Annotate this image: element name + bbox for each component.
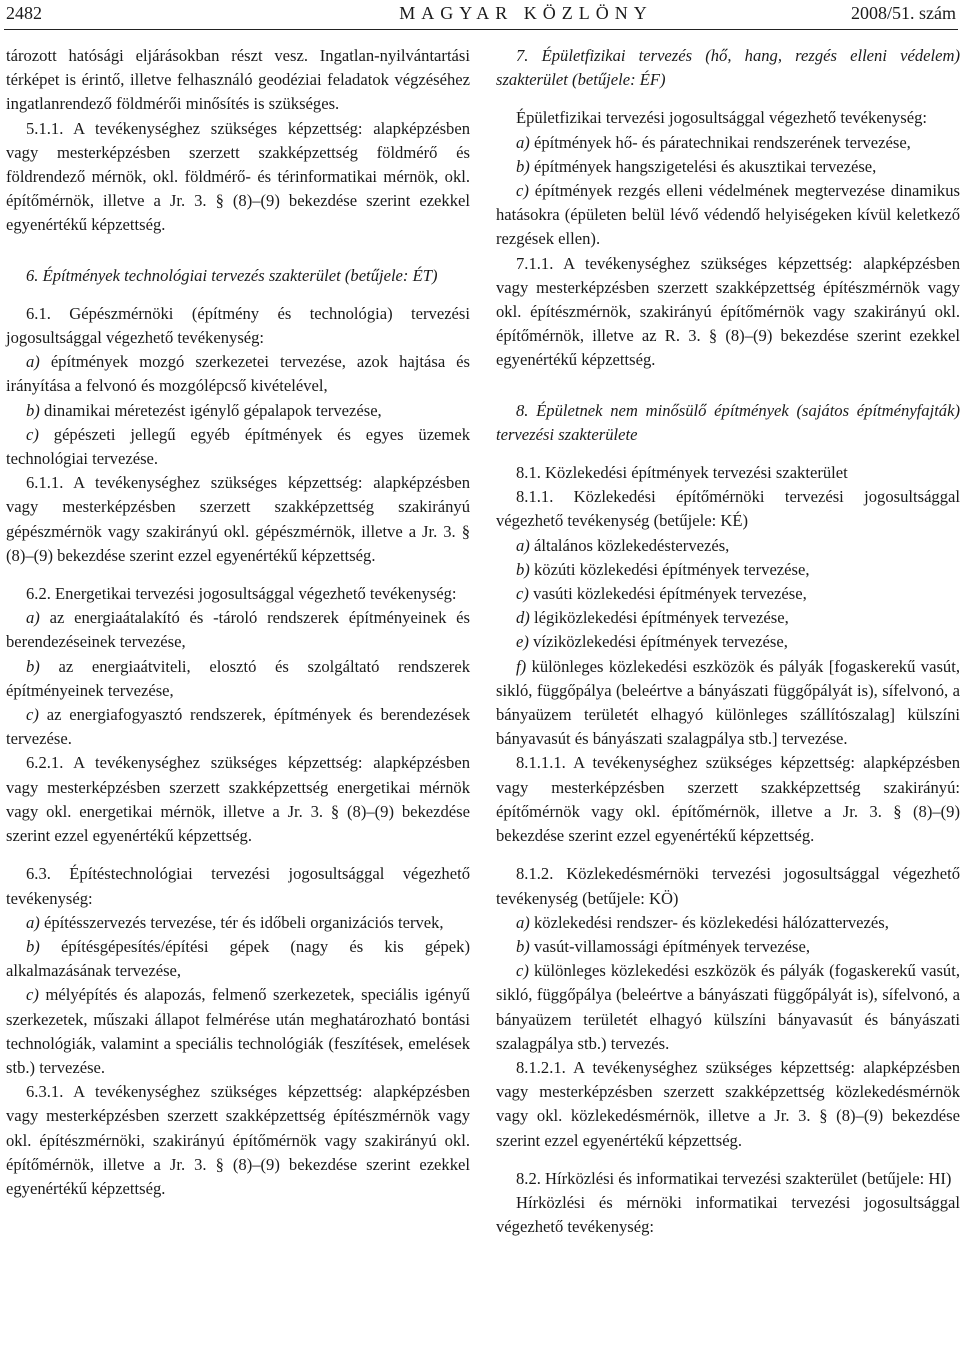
paragraph: 6.1.1. A tevékenységhez szükséges képzettség: alapképzésben vagy mesterképzésben szerzett szakképzettség szakirányú gépészmérnök vagy szakirányú okl. gépészmérnök, illetve a Jr. 3. § (8)–(9) bekezdése szerint ezzel egyenértékű képzettség.: [6, 473, 470, 565]
list-item-label: d): [516, 608, 530, 628]
page-number: 2482: [6, 3, 42, 23]
header-rule: [4, 29, 958, 30]
list-item-text: építmények mozgó szerkezetei tervezése, azok hajtása és irányítása a felvonó és mozgólépcső kivételével,: [6, 352, 470, 396]
list-item-text: közlekedési rendszer- és közlekedési hálózattervezés,: [533, 912, 889, 932]
list-item-label: e): [516, 632, 529, 652]
list-item: [496, 630, 960, 654]
list-item-label: b): [26, 656, 40, 676]
list-item-label: a): [516, 132, 530, 152]
left-column: [6, 44, 470, 1201]
paragraph: 8.1. Közlekedési építmények tervezési szakterület: [516, 463, 848, 483]
right-column: [496, 44, 960, 1239]
list-item-text: építmények hő- és páratechnikai rendszerének tervezése,: [533, 132, 911, 152]
paragraph: 6.2. Energetikai tervezési jogosultsággal végezhető tevékenység:: [26, 584, 457, 604]
list-item-text: dinamikai méretezést igénylő gépalapok tervezése,: [43, 400, 382, 420]
list-item-text: gépészeti jellegű egyéb építmények és egyes üzemek technológiai tervezése.: [6, 424, 470, 469]
list-item-text: különleges közlekedési eszközök és pályák [fogaskerekű vasút, sikló, függőpálya (beleértve a bányászati függőpályát is), sífelvonó, a bányaüzem területét elhagyó különleges szállítószalag] külszíni bányavasút és bányászati szalagpálya stb.] tervezése.: [496, 656, 960, 749]
list-item: [496, 655, 960, 752]
list-item: [496, 606, 960, 630]
list-item: [6, 911, 470, 935]
list-item-label: a): [26, 912, 40, 932]
list-item-text: építésgépesítés/építési gépek (nagy és kis gépek) alkalmazásának tervezése,: [6, 936, 470, 981]
list-item: [496, 534, 960, 558]
list-item: [6, 606, 470, 654]
list-item-text: az energiaátviteli, elosztó és szolgáltató rendszerek építményeinek tervezése,: [6, 656, 470, 700]
list-item: [6, 655, 470, 703]
paragraph: 8.1.2.1. A tevékenységhez szükséges képzettség: alapképzésben vagy mesterképzésben szerzett szakképzettség közlekedésmérnök vagy okl. közlekedésmérnök, illetve a Jr. 3. § (8)–(9) bekezdése szerint ezzel egyenértékű képzettség.: [496, 1057, 960, 1150]
paragraph: Épületfizikai tervezési jogosultsággal végezhető tevékenység:: [516, 108, 928, 128]
list-item-text: különleges közlekedési eszközök és pályák (fogaskerekű vasút, sikló, függőpálya (beleértve a bányászati függőpályát is), sífelvonó, a bányaüzem területét elhagyó külszíni bányavasút és bányászati szalagpálya stb.) tervezés.: [496, 961, 960, 1053]
paragraph: 8.1.2. Közlekedésmérnöki tervezési jogosultsággal végezhető tevékenység (betűjele: KÖ): [496, 864, 960, 908]
list-item-label: b): [26, 936, 40, 956]
list-item-text: vasúti közlekedési építmények tervezése,: [533, 584, 807, 604]
list-item-text: légiközlekedési építmények tervezése,: [533, 608, 789, 628]
list-item: [6, 350, 470, 398]
paragraph: 5.1.1. A tevékenységhez szükséges képzettség: alapképzésben vagy mesterképzésben szerzett szakképzettség földmérő és földrendező mérnök, okl. földmérő- és térinformatikai mérnök, okl. építőmérnök, illetve a Jr. 3. § (8)–(9) bekezdése szerint ezekkel egyenértékű képzettség.: [6, 118, 470, 235]
list-item: [496, 911, 960, 935]
list-item: [6, 935, 470, 983]
list-item-text: építmények hangszigetelési és akusztikai tervezése,: [533, 156, 877, 176]
list-item: [6, 423, 470, 471]
list-item-label: c): [26, 985, 39, 1005]
paragraph: 6.3. Építéstechnológiai tervezési jogosultsággal végezhető tevékenység:: [6, 864, 470, 908]
list-item-text: víziközlekedési építmények tervezése,: [533, 632, 788, 652]
section-heading: 6. Építmények technológiai tervezés szakterület (betűjele: ÉT): [26, 265, 438, 285]
paragraph: 8.1.1.1. A tevékenységhez szükséges képzettség: alapképzésben vagy mesterképzésben szerzett szakképzettség szakirányú: építőmérnök vagy okl. építőmérnök, illetve a Jr. 3. § (8)–(9) bekezdése szerint ezzel egyenértékű képzettség.: [496, 753, 960, 846]
list-item: [496, 935, 960, 959]
list-item-text: mélyépítés és alapozás, felmenő szerkezetek, speciális igényű szerkezetek, műszaki állapot felmérése után meghatározható bontási technológiák, valamint a speciális technológiák (feszítések, emelések stb.) tervezése.: [6, 985, 470, 1077]
list-item: [496, 155, 960, 179]
list-item-text: általános közlekedéstervezés,: [533, 535, 730, 555]
list-item-label: c): [516, 961, 529, 981]
list-item: [6, 703, 470, 751]
list-item-label: a): [516, 912, 530, 932]
paragraph: 6.1. Gépészmérnöki (építmény és technológia) tervezési jogosultsággal végezhető tevékenység:: [6, 303, 470, 348]
list-item: [496, 582, 960, 606]
page-header: [6, 2, 956, 26]
list-item-label: b): [516, 936, 530, 956]
list-item-label: c): [516, 181, 529, 201]
list-item-label: f): [516, 656, 527, 676]
journal-title: MAGYAR KÖZLÖNY: [399, 3, 653, 23]
list-item-text: építésszervezés tervezése, tér és időbeli organizációs tervek,: [43, 912, 444, 932]
paragraph: 7.1.1. A tevékenységhez szükséges képzettség: alapképzésben vagy mesterképzésben szerzett szakképzettség építészmérnök vagy okl. építészmérnök, szakirányú építőmérnök vagy szakirányú okl. építőmérnök, illetve az R. 3. § (8)–(9) bekezdése szerint ezekkel egyenértékű képzettség.: [496, 253, 960, 370]
list-item-text: az energiaátalakító és -tároló rendszerek építményeinek és berendezéseinek tervezése,: [6, 608, 470, 652]
list-item-label: a): [516, 535, 530, 555]
list-item-label: c): [26, 705, 39, 725]
list-item-text: az energiafogyasztó rendszerek, építmények és berendezések tervezése.: [6, 705, 470, 749]
paragraph: Hírközlési és mérnöki informatikai tervezési jogosultsággal végezhető tevékenység:: [496, 1192, 960, 1237]
paragraph: 6.2.1. A tevékenységhez szükséges képzettség: alapképzésben vagy mesterképzésben szerzett szakképzettség energetikai mérnök vagy okl. energetikai mérnök, illetve a Jr. 3. § (8)–(9) bekezdése szerint ezzel egyenértékű képzettség.: [6, 753, 470, 846]
list-item-label: c): [26, 424, 39, 444]
section-heading: 7. Épületfizikai tervezés (hő, hang, rezgés elleni védelem) szakterület (betűjele: ÉF): [496, 46, 960, 90]
list-item: [6, 983, 470, 1080]
list-item: [6, 399, 470, 423]
list-item-label: a): [26, 352, 40, 372]
list-item-label: c): [516, 584, 529, 604]
issue-number: 2008/51. szám: [851, 3, 956, 23]
list-item-label: b): [26, 400, 40, 420]
list-item: [496, 179, 960, 252]
list-item-text: vasút-villamossági építmények tervezése,: [533, 936, 810, 956]
paragraph: 6.3.1. A tevékenységhez szükséges képzettség: alapképzésben vagy mesterképzésben szerzett szakképzettség építészmérnök vagy okl. építészmérnöki, szakirányú építőmérnök vagy szakirányú okl. építőmérnök, illetve a Jr. 3. § (8)–(9) bekezdése szerint ezekkel egyenértékű képzettség.: [6, 1082, 470, 1198]
paragraph: 8.1.1. Közlekedési építőmérnöki tervezési jogosultsággal végezhető tevékenység (betűjele: KÉ): [496, 487, 960, 531]
list-item-text: közúti közlekedési építmények tervezése,: [533, 559, 810, 579]
list-item-label: b): [516, 559, 530, 579]
list-item: [496, 131, 960, 155]
section-heading: 8. Épületnek nem minősülő építmények (sajátos építményfajták) tervezési szakterülete: [496, 400, 960, 444]
continued-paragraph: tározott hatósági eljárásokban részt vesz. Ingatlan-nyilvántartási térképet is érintő, illetve felhasználó geodéziai feladatok végzéséhez ingatlanrendező földmérői minősítés is szükséges.: [6, 46, 470, 114]
paragraph: 8.2. Hírközlési és informatikai tervezési szakterület (betűjele: HI): [516, 1168, 952, 1188]
list-item-label: b): [516, 156, 530, 176]
list-item: [496, 959, 960, 1056]
list-item-text: építmények rezgés elleni védelmének megtervezése dinamikus hatásokra (épületen belül lévő védendő helyiségeken kívül keletkező rezgések ellen).: [496, 181, 960, 249]
list-item: [496, 558, 960, 582]
list-item-label: a): [26, 608, 40, 628]
